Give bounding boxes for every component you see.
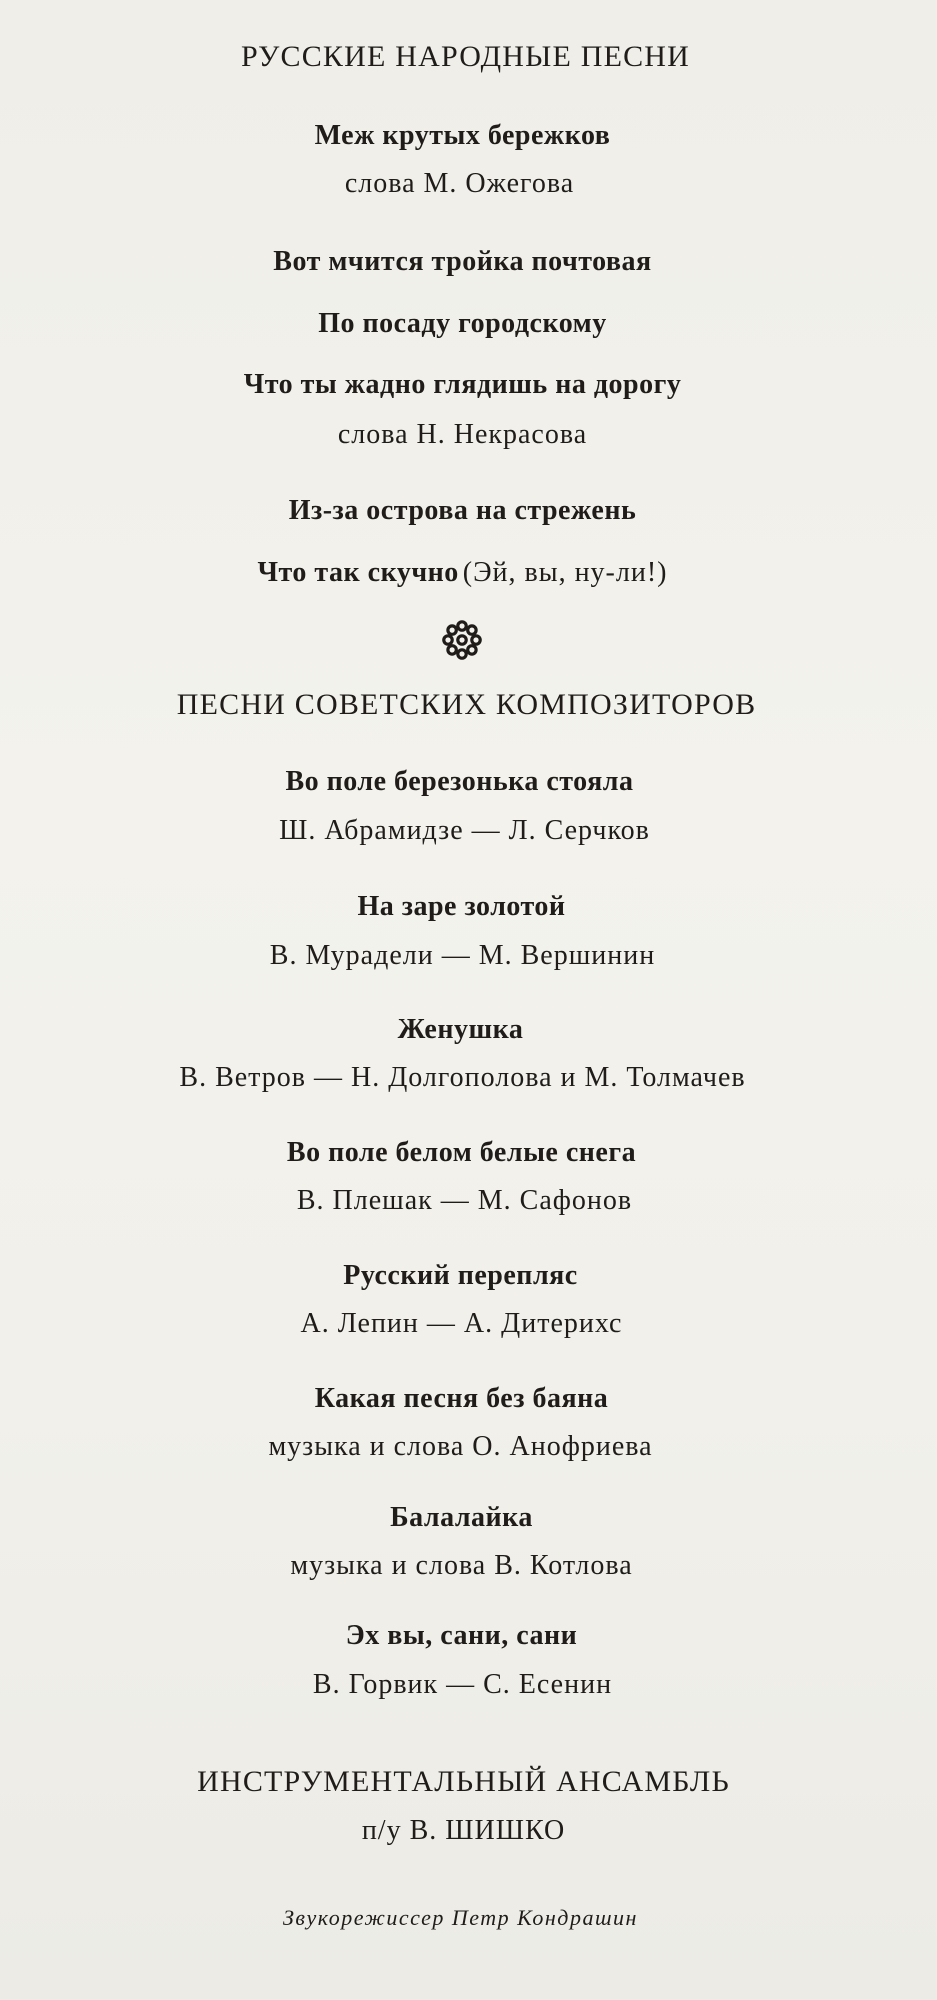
song-title-12: Какая песня без баяна [314,1383,609,1414]
song-title-3: По посаду городскому [318,308,607,339]
ensemble-name: ИНСТРУМЕНТАЛЬНЫЙ АНСАМБЛЬ [197,1765,730,1798]
flower-ornament-icon [440,618,484,662]
song-credit-11: А. Лепин — А. Дитерихс [300,1308,623,1339]
song-credit-14: В. Горвик — С. Есенин [312,1669,613,1700]
song-title-8: На заре золотой [357,891,566,922]
song-title-7: Во поле березонька стояла [285,766,634,797]
ensemble-conductor: п/у В. ШИШКО [361,1815,566,1846]
song-title-2: Вот мчится тройка почтовая [273,246,652,277]
song-credit-10: В. Плешак — М. Сафонов [296,1185,633,1216]
song-credit-8: В. Мурадели — М. Вершинин [269,940,656,971]
song-credit-1: слова М. Ожегова [344,168,575,199]
song-title-4: Что ты жадно глядишь на дорогу [243,369,682,400]
folk-section-heading: РУССКИЕ НАРОДНЫЕ ПЕСНИ [240,40,691,73]
soviet-section-heading: ПЕСНИ СОВЕТСКИХ КОМПОЗИТОРОВ [176,688,757,721]
song-credit-12: музыка и слова О. Анофриева [268,1431,653,1462]
song-title-10: Во поле белом белые снега [286,1137,637,1168]
song-subtitle-6: (Эй, вы, ну-ли!) [462,557,668,588]
song-credit-7: Ш. Абрамидзе — Л. Серчков [279,815,650,846]
song-title-6: Что так скучно [257,557,459,588]
song-credit-13: музыка и слова В. Котлова [290,1550,633,1581]
song-title-9: Женушка [397,1014,524,1045]
song-title-13: Балалайка [390,1502,533,1533]
sound-engineer-credit: Звукорежиссер Петр Кондрашин [283,1905,638,1930]
song-title-14: Эх вы, сани, сани [345,1620,578,1651]
song-title-5: Из-за острова на стрежень [288,495,637,526]
song-title-1: Меж крутых бережков [314,120,611,151]
song-credit-9: В. Ветров — Н. Долгополова и М. Толмачев [179,1062,746,1093]
song-title-11: Русский перепляс [343,1260,578,1291]
song-credit-4: слова Н. Некрасова [337,419,588,450]
song-6-line [0,559,931,587]
